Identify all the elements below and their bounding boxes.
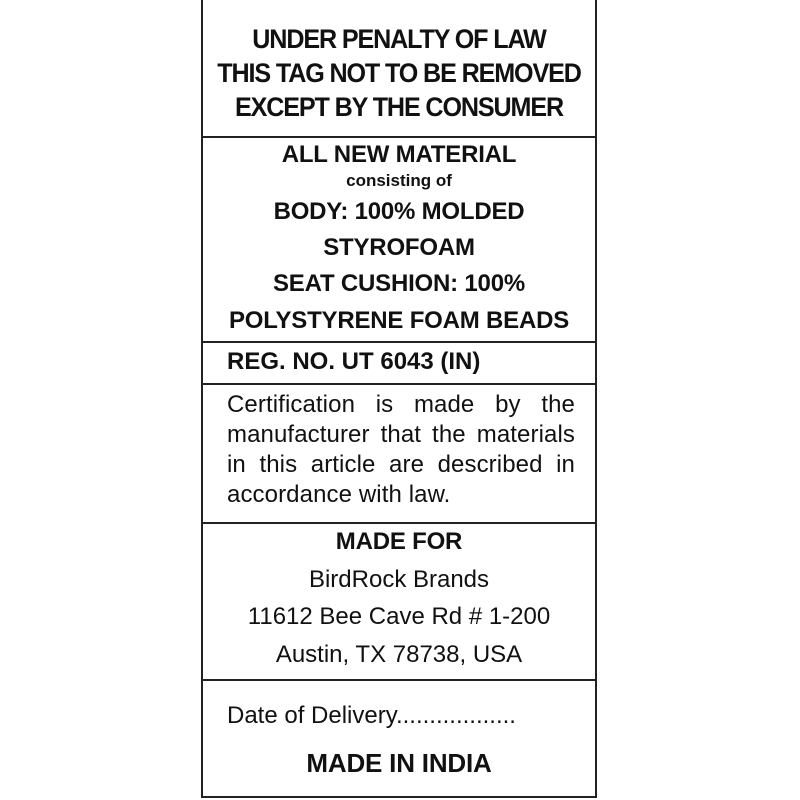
warning-line-1: UNDER PENALTY OF LAW: [252, 24, 546, 54]
material-cushion-line-2: POLYSTYRENE FOAM BEADS: [228, 307, 570, 334]
law-tag: [201, 0, 597, 798]
warning-line-3: EXCEPT BY THE CONSUMER: [235, 92, 563, 122]
divider: [203, 522, 595, 524]
divider: [203, 136, 595, 138]
made-for-street: 11612 Bee Cave Rd # 1-200: [247, 603, 551, 630]
certification-text: [227, 390, 575, 510]
certification-line-4: accordance with law.: [227, 481, 451, 508]
registration-number: REG. NO. UT 6043 (IN): [227, 348, 481, 375]
divider: [203, 341, 595, 343]
made-in-label: MADE IN INDIA: [306, 748, 492, 778]
material-cushion-line-1: SEAT CUSHION: 100%: [272, 270, 525, 297]
made-for-city: Austin, TX 78738, USA: [275, 641, 523, 668]
made-for-company: BirdRock Brands: [308, 566, 490, 593]
warning-line-2: THIS TAG NOT TO BE REMOVED: [217, 58, 581, 88]
certification-line-2: manufacturer that the materials: [227, 421, 575, 448]
made-for-heading: MADE FOR: [335, 528, 463, 555]
material-heading: ALL NEW MATERIAL: [281, 141, 517, 168]
certification-line-1: Certification is made by the: [227, 391, 575, 418]
date-of-delivery: Date of Delivery..................: [227, 702, 516, 729]
divider: [203, 679, 595, 681]
divider: [203, 383, 595, 385]
material-body-line-1: BODY: 100% MOLDED: [273, 198, 525, 225]
material-body-line-2: STYROFOAM: [323, 234, 475, 261]
material-consisting: consisting of: [346, 171, 452, 190]
certification-line-3: in this article are described in: [227, 451, 575, 478]
